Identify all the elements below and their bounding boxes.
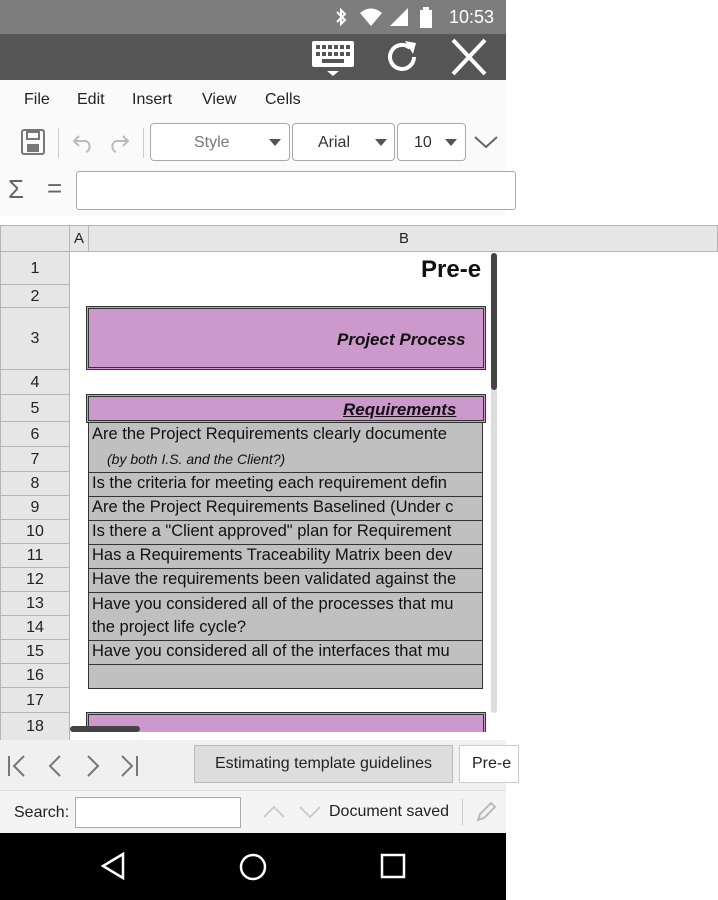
sheet-tab-bar	[0, 740, 512, 790]
requirements-heading: Requirements	[343, 400, 457, 419]
back-icon[interactable]	[99, 852, 127, 880]
row-header[interactable]: 14	[0, 616, 70, 640]
row-header[interactable]: 17	[0, 688, 70, 713]
chevron-down-icon	[269, 139, 281, 146]
font-select-value: Arial	[318, 134, 351, 151]
sheet-title-cell[interactable]: Pre-e	[421, 256, 482, 283]
column-header-a[interactable]: A	[69, 225, 89, 252]
menu-edit[interactable]: Edit	[77, 91, 105, 108]
status-divider	[462, 799, 463, 825]
sheet-tab-label: Pre-e	[472, 755, 512, 772]
edit-pencil-icon[interactable]	[474, 800, 498, 824]
row-divider	[88, 688, 483, 689]
style-select[interactable]	[150, 123, 290, 161]
wifi-icon	[359, 7, 383, 27]
font-select[interactable]	[292, 123, 395, 161]
menu-bar	[0, 80, 506, 120]
font-size-value: 10	[414, 134, 432, 151]
document-status: Document saved	[329, 803, 450, 820]
refresh-icon[interactable]	[378, 37, 426, 77]
section-title: Project Process	[337, 330, 466, 349]
row-15-cell[interactable]: Have you considered all of the interfaces that mu	[88, 641, 483, 664]
corner-cell[interactable]	[0, 225, 70, 252]
row-13-cell[interactable]: Have you considered all of the processes that mu	[88, 593, 483, 617]
signal-icon	[389, 7, 409, 27]
search-prev-icon[interactable]	[262, 802, 286, 822]
row-header[interactable]: 6	[0, 422, 70, 447]
vertical-scrollbar[interactable]	[491, 253, 497, 390]
redo-icon[interactable]	[107, 130, 131, 154]
menu-cells[interactable]: Cells	[265, 91, 301, 108]
row-header[interactable]: 3	[0, 308, 70, 370]
row-header[interactable]: 12	[0, 568, 70, 592]
column-header-b[interactable]: B	[88, 225, 718, 252]
formula-bar	[0, 166, 506, 216]
search-input[interactable]	[75, 797, 241, 828]
toolbar-divider	[143, 128, 144, 158]
row-header[interactable]: 1	[0, 252, 70, 285]
row-header[interactable]: 9	[0, 496, 70, 520]
save-icon[interactable]	[21, 129, 45, 155]
row-11-cell[interactable]: Has a Requirements Traceability Matrix been dev	[88, 545, 483, 568]
menu-file[interactable]: File	[24, 91, 50, 108]
row-9-cell[interactable]: Are the Project Requirements Baselined (Under c	[88, 497, 483, 520]
toolbar	[0, 120, 506, 166]
row-header[interactable]: 16	[0, 664, 70, 688]
row-header[interactable]: 4	[0, 370, 70, 395]
horizontal-scrollbar[interactable]	[70, 726, 140, 732]
sum-icon[interactable]: Σ	[8, 174, 25, 204]
row-7-cell[interactable]: (by both I.S. and the Client?)	[88, 447, 483, 472]
font-size-select[interactable]	[397, 123, 466, 161]
row-16-cell[interactable]	[88, 665, 483, 688]
clock: 10:53	[448, 7, 494, 27]
row-14-cell[interactable]: the project life cycle?	[88, 617, 483, 640]
style-select-value: Style	[194, 134, 230, 151]
last-sheet-icon[interactable]	[116, 754, 140, 778]
undo-icon[interactable]	[71, 130, 95, 154]
sheet-tab-label: Estimating template guidelines	[214, 755, 432, 772]
search-bar	[0, 790, 506, 833]
requirements-heading-cell[interactable]	[86, 394, 486, 423]
row-header[interactable]: 13	[0, 592, 70, 616]
bluetooth-icon	[334, 7, 348, 27]
row-12-cell[interactable]: Have the requirements been validated against the	[88, 569, 483, 592]
chevron-down-icon	[375, 139, 387, 146]
sheet-tab-estimating-guidelines[interactable]	[194, 745, 453, 783]
search-next-icon[interactable]	[298, 802, 322, 822]
row-8-cell[interactable]: Is the criteria for meeting each requirement defin	[88, 473, 483, 496]
first-sheet-icon[interactable]	[6, 754, 30, 778]
menu-insert[interactable]: Insert	[132, 91, 173, 108]
chevron-down-icon	[445, 139, 457, 146]
next-section-top	[86, 712, 486, 732]
next-sheet-icon[interactable]	[80, 754, 104, 778]
row-6-cell[interactable]: Are the Project Requirements clearly documente	[88, 423, 483, 447]
row-header[interactable]: 8	[0, 472, 70, 496]
row-header[interactable]: 2	[0, 285, 70, 308]
sheet-tab-pre-e[interactable]	[459, 745, 519, 783]
row-header[interactable]: 11	[0, 544, 70, 568]
row-header[interactable]: 5	[0, 395, 70, 422]
row-10-cell[interactable]: Is there a "Client approved" plan for Requirement	[88, 521, 483, 544]
spreadsheet-grid[interactable]	[0, 225, 506, 740]
system-nav-bar	[0, 833, 506, 900]
close-icon[interactable]	[445, 37, 493, 77]
row-header[interactable]: 15	[0, 640, 70, 664]
formula-input[interactable]	[76, 171, 516, 210]
app-bar	[0, 34, 506, 80]
keyboard-icon[interactable]	[309, 37, 357, 77]
project-process-section[interactable]	[86, 306, 486, 370]
menu-view[interactable]: View	[202, 91, 237, 108]
recents-icon[interactable]	[380, 853, 406, 879]
home-icon[interactable]	[238, 852, 268, 882]
prev-sheet-icon[interactable]	[44, 754, 68, 778]
toolbar-divider	[58, 128, 59, 158]
row-header[interactable]: 7	[0, 447, 70, 472]
status-bar	[0, 0, 506, 34]
battery-icon	[419, 7, 433, 29]
row-header[interactable]: 18	[0, 713, 70, 743]
more-chevron-icon[interactable]	[473, 132, 499, 152]
row-header[interactable]: 10	[0, 520, 70, 544]
equals-icon[interactable]: =	[47, 173, 63, 203]
search-label: Search:	[14, 804, 70, 821]
